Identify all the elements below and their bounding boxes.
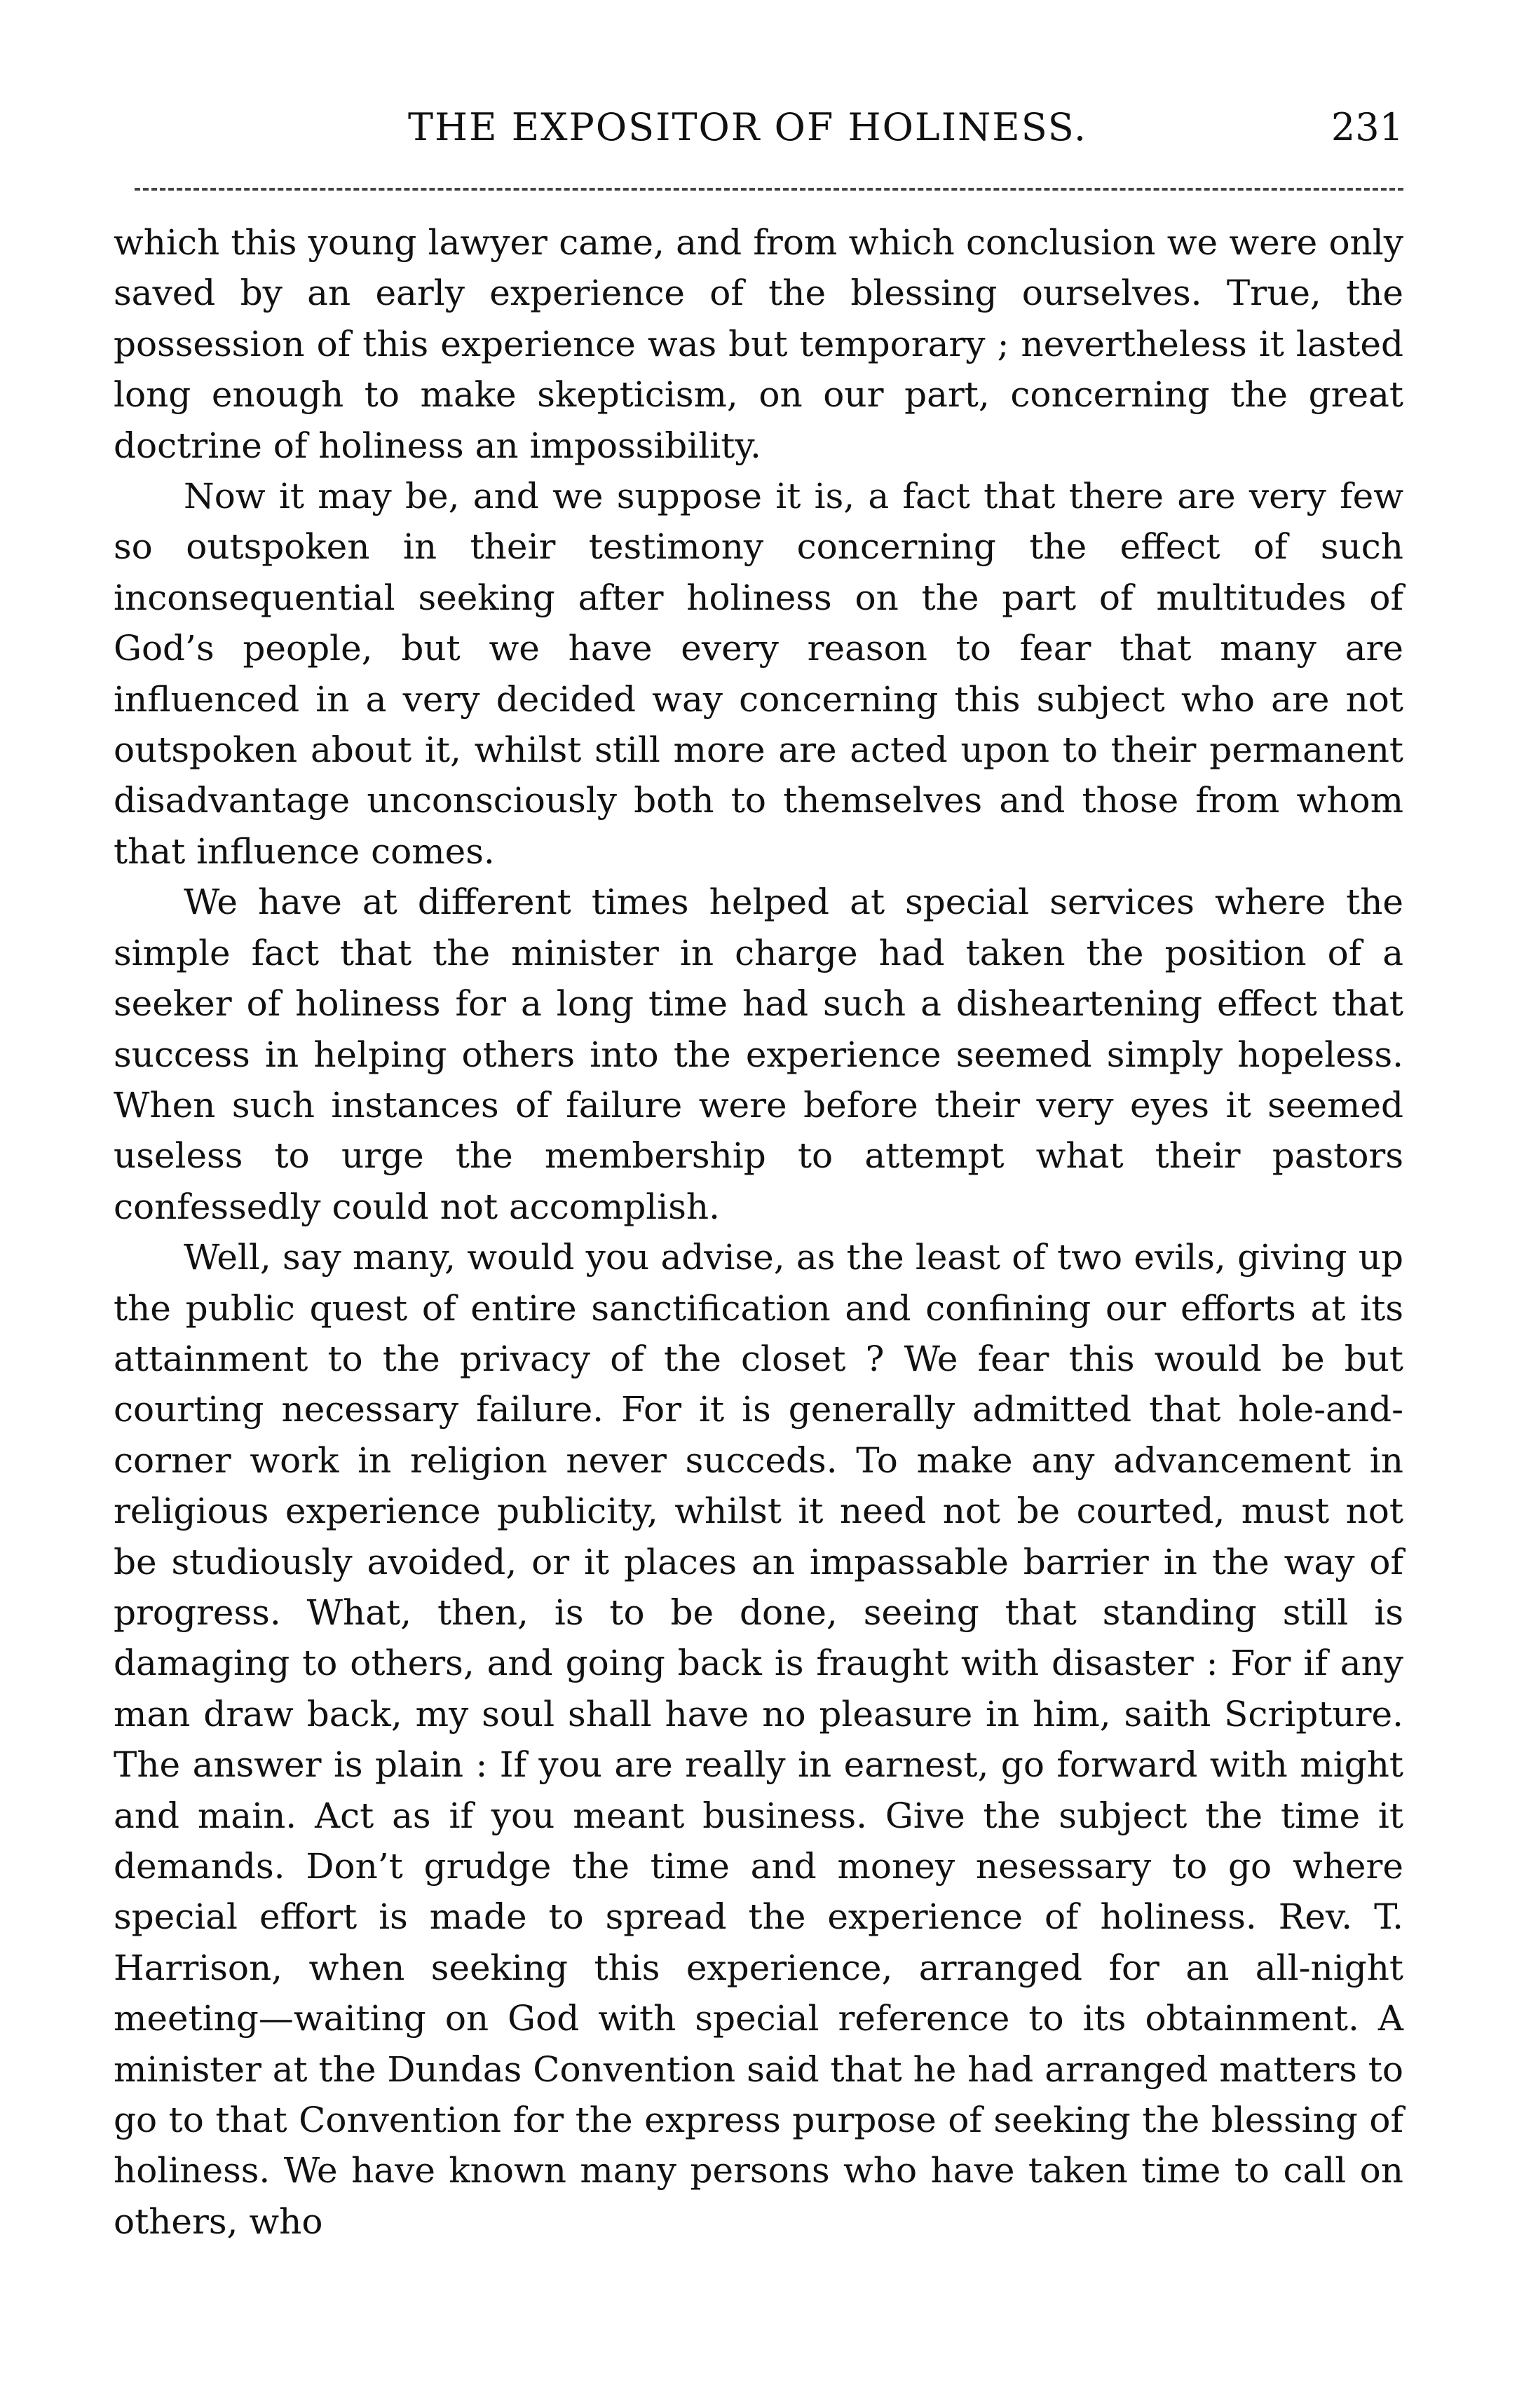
page-number: 231 bbox=[1331, 105, 1403, 149]
paragraph-4: Well, say many, would you advise, as the least of two evils, giving up the public quest of entire sanctification and confining our efforts at its attainment to the privacy of the closet ? We fear this would be but courting necessary failure. For it is generally admitted that hole-and-corner work in religion never succeds. To make any advancement in religious experience publicity, whilst it need not be courted, must not be studiously avoided, or it places an impassable barrier in the way of progress. What, then, is to be done, seeing that standing still is damaging to others, and going back is fraught with disaster : For if any man draw back, my soul shall have no pleasure in him, saith Scripture. The answer is plain : If you are really in earnest, go forward with might and main. Act as if you meant business. Give the subject the time it demands. Don’t grudge the time and money nesessary to go where special effort is made to spread the experience of holiness. Rev. T. Harrison, when seeking this experience, arranged for an all-night meeting—waiting on God with special reference to its obtainment. A minister at the Dundas Convention said that he had arranged matters to go to that Convention for the express purpose of seeking the blessing of holiness. We have known many persons who have taken time to call on others, who bbox=[114, 1237, 1403, 2242]
running-title: THE EXPOSITOR OF HOLINESS. bbox=[408, 105, 1087, 149]
paragraph-2: Now it may be, and we suppose it is, a fact that there are very few so outspoken in their testimony concerning the effect of such inconsequential seeking after holiness on the part of multitudes of God’s people, but we have every reason to fear that many are influenced in a very decided way concerning this subject who are not outspoken about it, whilst still more are acted upon to their permanent disadvantage unconsciously both to themselves and those from whom that influence comes. bbox=[114, 476, 1403, 872]
paragraph-1: which this young lawyer came, and from which conclusion we were only saved by an early experience of the blessing ourselves. True, the possession of this experience was but temporary ; nevertheless it lasted long enough to make skepticism, on our part, concerning the great doctrine of holiness an impossibility. bbox=[114, 222, 1403, 466]
body-text bbox=[114, 217, 1403, 2247]
paragraph-3: We have at different times helped at special services where the simple fact that the minister in charge had taken the position of a seeker of holiness for a long time had such a disheartening effect that success in helping others into the experience seemed simply hopeless. When such instances of failure were before their very eyes it seemed useless to urge the membership to attempt what their pastors confessedly could not accomplish. bbox=[114, 882, 1403, 1227]
page-header bbox=[114, 105, 1403, 168]
header-rule bbox=[135, 188, 1403, 191]
book-page bbox=[114, 105, 1403, 2242]
